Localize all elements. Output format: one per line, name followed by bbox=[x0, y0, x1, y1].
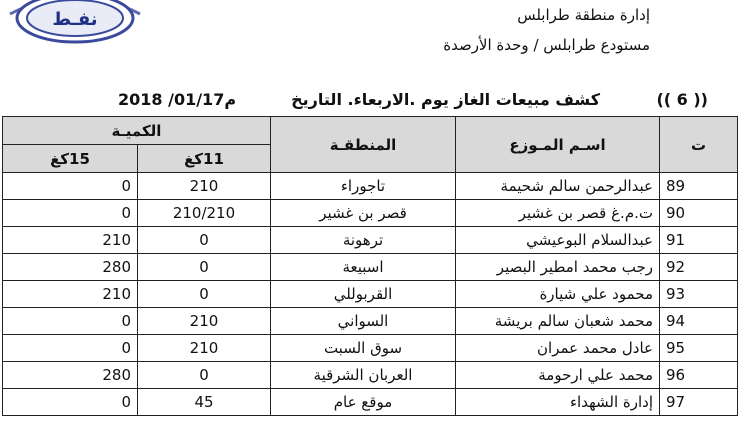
cell-number: 97 bbox=[660, 389, 738, 416]
cell-distributor: عبدالرحمن سالم شحيمة bbox=[456, 173, 660, 200]
cell-qty-11kg: 210 bbox=[138, 308, 271, 335]
header-administration: إدارة منطقة طرابلس bbox=[517, 6, 650, 24]
cell-region: القربوللي bbox=[271, 281, 456, 308]
page-number: (( 6 )) bbox=[656, 90, 708, 109]
brega-logo bbox=[0, 0, 150, 46]
cell-number: 89 bbox=[660, 173, 738, 200]
cell-region: تاجوراء bbox=[271, 173, 456, 200]
cell-qty-11kg: 210 bbox=[138, 335, 271, 362]
table-row bbox=[3, 308, 738, 335]
cell-region: ترهونة bbox=[271, 227, 456, 254]
header-depot: مستودع طرابلس / وحدة الأرصدة bbox=[443, 36, 650, 54]
report-title: كشف مبيعات الغاز يوم .الاربعاء. التاريخ bbox=[291, 90, 600, 109]
cell-qty-15kg: 280 bbox=[3, 362, 138, 389]
cell-qty-11kg: 0 bbox=[138, 227, 271, 254]
cell-number: 93 bbox=[660, 281, 738, 308]
col-header-region: المنطقـة bbox=[271, 117, 456, 173]
table-row bbox=[3, 227, 738, 254]
col-header-number: ت bbox=[660, 117, 738, 173]
table-body bbox=[3, 173, 738, 416]
cell-region: موقع عام bbox=[271, 389, 456, 416]
cell-qty-11kg: 0 bbox=[138, 362, 271, 389]
cell-number: 94 bbox=[660, 308, 738, 335]
cell-qty-11kg: 45 bbox=[138, 389, 271, 416]
cell-region: قصر بن غشير bbox=[271, 200, 456, 227]
col-header-11kg: 11كغ bbox=[138, 145, 271, 173]
cell-qty-15kg: 0 bbox=[3, 200, 138, 227]
cell-qty-11kg: 210/210 bbox=[138, 200, 271, 227]
cell-region: السواني bbox=[271, 308, 456, 335]
cell-qty-11kg: 0 bbox=[138, 281, 271, 308]
cell-distributor: عادل محمد عمران bbox=[456, 335, 660, 362]
col-header-distributor: اسـم المـوزع bbox=[456, 117, 660, 173]
cell-distributor: محمد علي ارحومة bbox=[456, 362, 660, 389]
cell-qty-11kg: 210 bbox=[138, 173, 271, 200]
cell-qty-15kg: 210 bbox=[3, 281, 138, 308]
report-date: 2018 /01/17م bbox=[118, 90, 237, 109]
cell-number: 92 bbox=[660, 254, 738, 281]
report-title-row bbox=[0, 90, 750, 114]
cell-qty-15kg: 210 bbox=[3, 227, 138, 254]
cell-region: اسبيعة bbox=[271, 254, 456, 281]
table-row bbox=[3, 362, 738, 389]
cell-region: العربان الشرقية bbox=[271, 362, 456, 389]
cell-distributor: إدارة الشهداء bbox=[456, 389, 660, 416]
table-row bbox=[3, 389, 738, 416]
logo-text: نفـط bbox=[52, 9, 98, 30]
cell-qty-15kg: 280 bbox=[3, 254, 138, 281]
cell-distributor: عبدالسلام البوعيشي bbox=[456, 227, 660, 254]
cell-number: 96 bbox=[660, 362, 738, 389]
table-row bbox=[3, 281, 738, 308]
cell-qty-11kg: 0 bbox=[138, 254, 271, 281]
col-header-quantity: الكميـة bbox=[3, 117, 271, 145]
cell-qty-15kg: 0 bbox=[3, 389, 138, 416]
table-row bbox=[3, 254, 738, 281]
table-row bbox=[3, 200, 738, 227]
cell-qty-15kg: 0 bbox=[3, 308, 138, 335]
cell-qty-15kg: 0 bbox=[3, 335, 138, 362]
cell-qty-15kg: 0 bbox=[3, 173, 138, 200]
cell-number: 95 bbox=[660, 335, 738, 362]
cell-distributor: ت.م.غ قصر بن غشير bbox=[456, 200, 660, 227]
cell-number: 91 bbox=[660, 227, 738, 254]
col-header-15kg: 15كغ bbox=[3, 145, 138, 173]
cell-number: 90 bbox=[660, 200, 738, 227]
cell-region: سوق السبت bbox=[271, 335, 456, 362]
cell-distributor: محمد شعبان سالم بريشة bbox=[456, 308, 660, 335]
table-row bbox=[3, 335, 738, 362]
cell-distributor: رجب محمد امطير البصير bbox=[456, 254, 660, 281]
cell-distributor: محمود علي شيارة bbox=[456, 281, 660, 308]
table-row bbox=[3, 173, 738, 200]
sales-table bbox=[2, 116, 738, 416]
